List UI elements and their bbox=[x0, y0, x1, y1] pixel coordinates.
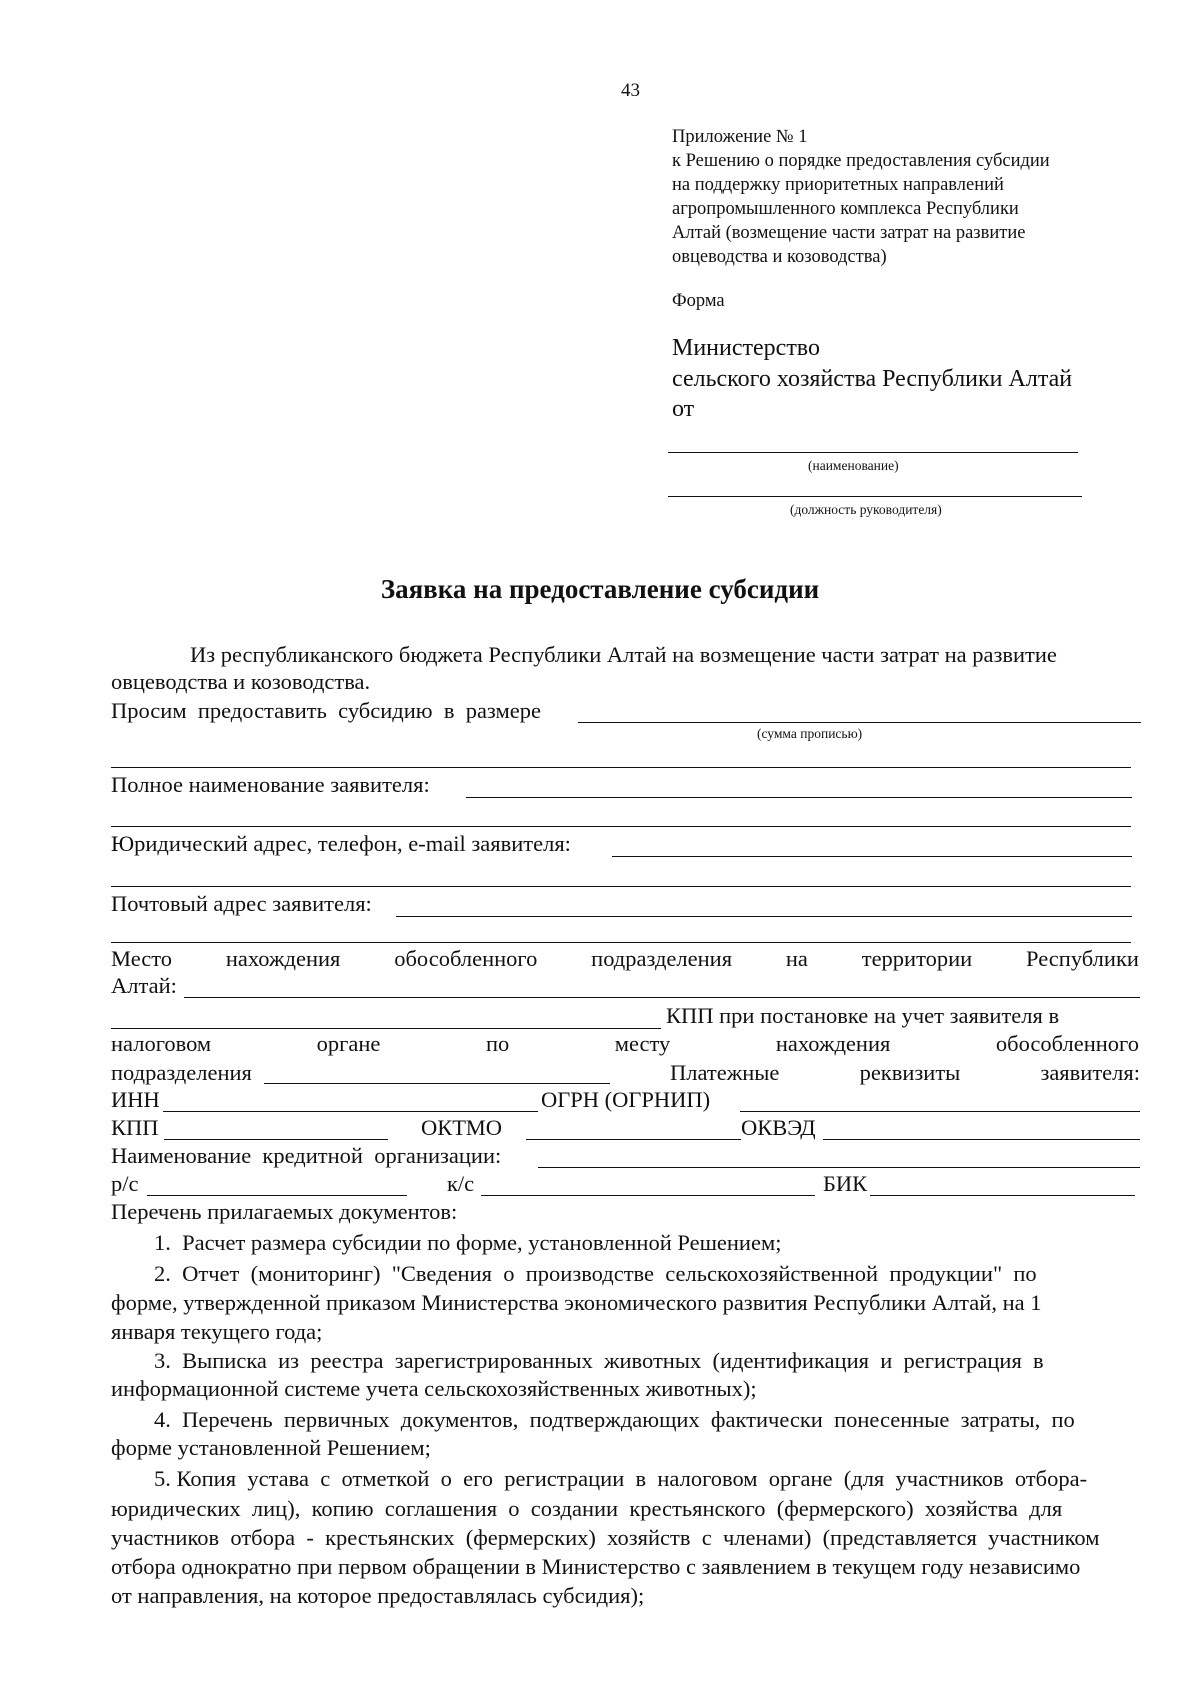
document-item-continuation: января текущего года; bbox=[111, 1319, 323, 1344]
tax-word: по bbox=[485, 1031, 510, 1056]
postal-address-field-continuation[interactable] bbox=[111, 942, 1131, 943]
tax-word: органе bbox=[316, 1031, 381, 1056]
location-word: на bbox=[785, 946, 808, 971]
inn-field[interactable] bbox=[163, 1111, 538, 1112]
oktmo-label: ОКТМО bbox=[421, 1115, 502, 1140]
document-item-continuation: информационной системе учета сельскохозяйственных животных); bbox=[111, 1376, 757, 1401]
document-item-continuation: участников отбора - крестьянских (фермерских) хозяйств с членами) (представляется участником bbox=[111, 1525, 1100, 1550]
legal-address-label: Юридический адрес, телефон, e-mail заявителя: bbox=[111, 831, 571, 856]
appendix-line: к Решению о порядке предоставления субсидии bbox=[672, 151, 1050, 171]
applicant-name-line[interactable] bbox=[668, 452, 1078, 453]
location-word: нахождения bbox=[225, 946, 341, 971]
kpp-registration-field[interactable] bbox=[111, 1028, 661, 1029]
intro-text: овцеводства и козоводства. bbox=[111, 669, 371, 694]
appendix-line: овцеводства и козоводства) bbox=[672, 247, 887, 267]
tax-word: месту bbox=[614, 1031, 671, 1056]
intro-text: Из республиканского бюджета Республики Алтай на возмещение части затрат на развитие bbox=[190, 642, 1057, 667]
payment-details-label bbox=[670, 1060, 1140, 1086]
documents-heading: Перечень прилагаемых документов: bbox=[111, 1199, 458, 1224]
location-label-row bbox=[111, 946, 1139, 972]
tax-authority-row bbox=[111, 1031, 1139, 1057]
ogrn-field[interactable] bbox=[740, 1111, 1140, 1112]
oktmo-field[interactable] bbox=[526, 1139, 741, 1140]
kpp-field[interactable] bbox=[164, 1139, 388, 1140]
kpp-registration-label: КПП при постановке на учет заявителя в bbox=[666, 1003, 1060, 1028]
document-item: 3. Выписка из реестра зарегистрированных животных (идентификация и регистрация в bbox=[154, 1348, 1044, 1373]
bank-name-field[interactable] bbox=[538, 1167, 1140, 1168]
recipient-line: сельского хозяйства Республики Алтай bbox=[672, 366, 1073, 392]
legal-address-field[interactable] bbox=[612, 856, 1132, 857]
location-word: Место bbox=[111, 946, 173, 971]
document-item: 1. Расчет размера субсидии по форме, установленной Решением; bbox=[154, 1230, 782, 1255]
subdivision-location-field[interactable] bbox=[184, 997, 1140, 998]
bank-name-label: Наименование кредитной организации: bbox=[111, 1143, 502, 1168]
amount-field-continuation[interactable] bbox=[111, 767, 1131, 768]
tax-word: нахождения bbox=[775, 1031, 891, 1056]
form-label: Форма bbox=[672, 291, 725, 311]
recipient-line: Министерство bbox=[672, 335, 820, 361]
document-item-continuation: юридических лиц), копию соглашения о создании крестьянского (фермерского) хозяйства для bbox=[111, 1496, 1063, 1521]
position-caption: (должность руководителя) bbox=[790, 502, 942, 517]
legal-address-field-continuation[interactable] bbox=[111, 886, 1131, 887]
okved-field[interactable] bbox=[823, 1139, 1140, 1140]
inn-label: ИНН bbox=[111, 1087, 160, 1112]
ks-field[interactable] bbox=[481, 1195, 815, 1196]
document-item: 5. Копия устава с отметкой о его регистрации в налоговом органе (для участников отбора- bbox=[154, 1466, 1088, 1491]
document-title: Заявка на предоставление субсидии bbox=[380, 574, 820, 604]
kpp-label: КПП bbox=[111, 1115, 159, 1140]
okved-label: ОКВЭД bbox=[741, 1115, 816, 1140]
recipient-from: от bbox=[672, 396, 695, 422]
rs-field[interactable] bbox=[147, 1195, 407, 1196]
rs-label: р/с bbox=[111, 1171, 139, 1196]
subdivision-kpp-field[interactable] bbox=[264, 1083, 610, 1084]
name-caption: (наименование) bbox=[808, 458, 899, 473]
appendix-line: агропромышленного комплекса Республики bbox=[672, 199, 1019, 219]
location-word: территории bbox=[861, 946, 973, 971]
document-item-continuation: форме установленной Решением; bbox=[111, 1435, 431, 1460]
bik-field[interactable] bbox=[870, 1195, 1135, 1196]
bik-label: БИК bbox=[823, 1171, 868, 1196]
payment-word: заявителя: bbox=[1040, 1060, 1140, 1085]
postal-address-field[interactable] bbox=[396, 916, 1132, 917]
tax-word: налоговом bbox=[111, 1031, 212, 1056]
document-item: 4. Перечень первичных документов, подтверждающих фактически понесенные затраты, по bbox=[154, 1407, 1075, 1432]
location-word: обособленного bbox=[394, 946, 538, 971]
document-item-continuation: от направления, на которое предоставлялась субсидия); bbox=[111, 1583, 645, 1608]
amount-caption: (сумма прописью) bbox=[757, 726, 863, 741]
ogrn-label: ОГРН (ОГРНИП) bbox=[541, 1087, 711, 1112]
postal-address-label: Почтовый адрес заявителя: bbox=[111, 891, 372, 916]
tax-word: обособленного bbox=[995, 1031, 1139, 1056]
payment-word: реквизиты bbox=[859, 1060, 961, 1085]
full-name-label: Полное наименование заявителя: bbox=[111, 772, 430, 797]
location-word: Республики bbox=[1026, 946, 1139, 971]
appendix-line: Алтай (возмещение части затрат на развитие bbox=[672, 223, 1026, 243]
full-name-field[interactable] bbox=[466, 797, 1132, 798]
altai-label: Алтай: bbox=[111, 973, 177, 998]
document-item-continuation: отбора однократно при первом обращении в Министерство с заявлением в текущем году независимо bbox=[111, 1554, 1081, 1579]
manager-position-line[interactable] bbox=[668, 496, 1082, 497]
document-item-continuation: форме, утвержденной приказом Министерства экономического развития Республики Алтай, на 1 bbox=[111, 1290, 1042, 1315]
payment-word: Платежные bbox=[670, 1060, 780, 1085]
amount-field[interactable] bbox=[578, 722, 1141, 723]
ks-label: к/с bbox=[447, 1171, 475, 1196]
location-word: подразделения bbox=[591, 946, 733, 971]
appendix-line: на поддержку приоритетных направлений bbox=[672, 175, 1004, 195]
full-name-field-continuation[interactable] bbox=[111, 826, 1131, 827]
appendix-number: Приложение № 1 bbox=[672, 127, 808, 147]
request-label: Просим предоставить субсидию в размере bbox=[111, 698, 541, 723]
subdivision-label: подразделения bbox=[111, 1060, 252, 1085]
document-item: 2. Отчет (мониторинг) "Сведения о производстве сельскохозяйственной продукции" по bbox=[154, 1261, 1037, 1286]
page-number: 43 bbox=[621, 80, 640, 101]
